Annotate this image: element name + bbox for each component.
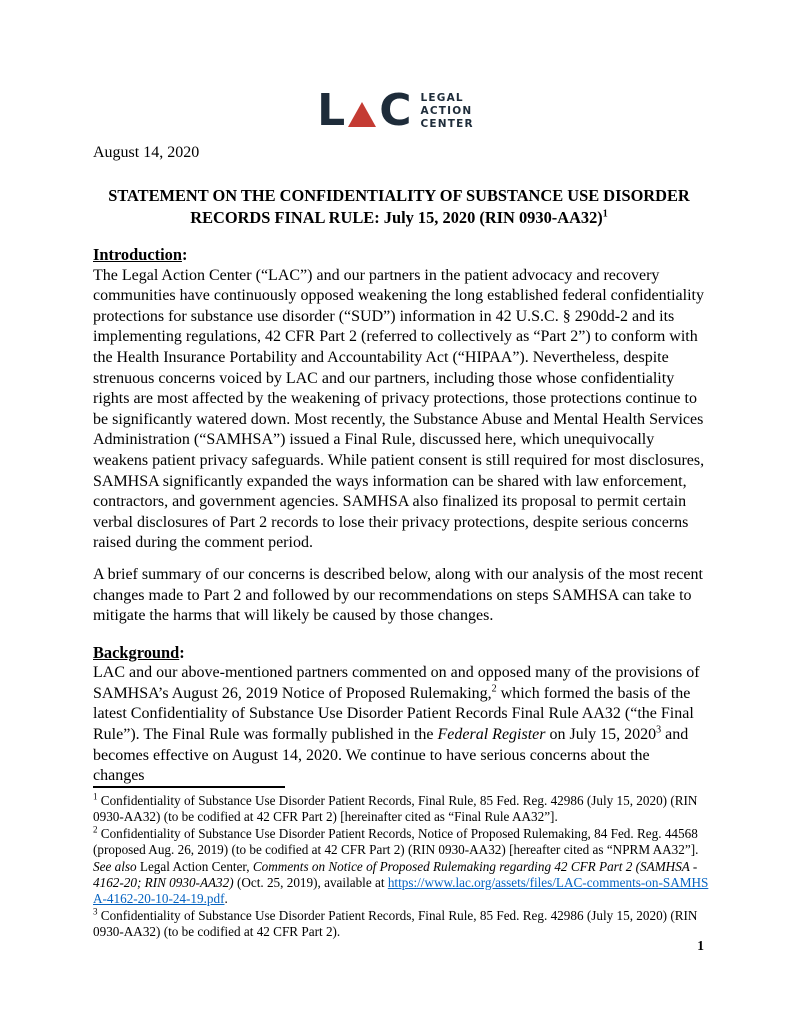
lac-comments-pdf-link[interactable]: https://www.lac.org/assets/files/LAC-comments-on-SAMHSA-4162-20-10-24-19.pdf (93, 875, 709, 907)
logo-letter-l: L (317, 85, 344, 136)
background-heading: Background: (93, 642, 185, 662)
federal-register-italic: Federal Register (437, 726, 546, 744)
footnote-separator-rule (93, 786, 285, 788)
title-footnote-ref: 1 (602, 208, 608, 220)
lac-logo (0, 85, 791, 136)
introduction-heading: Introduction: (93, 245, 188, 264)
summary-paragraph: A brief summary of our concerns is described below, along with our analysis of the most recent changes made to Part 2 and followed by our recommendations on steps SAMHSA can take to mitigate the harms that will likely be caused by those changes. (93, 565, 703, 625)
logo-word-center: CENTER (420, 117, 474, 130)
logo-triangle-a-icon (348, 102, 376, 127)
footnote-3-marker: 3 (93, 906, 98, 917)
introduction-paragraph: The Legal Action Center (“LAC”) and our partners in the patient advocacy and recovery communities have continuously opposed weakening the long established federal confidentiality protections for substance use disorder (“SUD”) information in 42 U.S.C. § 290dd-2 and its implementing regulations, 42 CFR Part 2 (referred to collectively as “Part 2”) to conform with the Health Insurance Portability and Accountability Act (“HIPAA”). Nevertheless, despite strenuous concerns voiced by LAC and our partners, including those whose confidentiality rights are most affected by the weakening of privacy protections, those protections continue to be significantly watered down. Most recently, the Substance Abuse and Mental Health Services Administration (“SAMHSA”) issued a Final Rule, discussed here, which unequivocally weakens patient privacy safeguards. While patient consent is still required for most disclosures, SAMHSA significantly expanded the ways information can be shared with law enforcement, contractors, and government agencies. SAMHSA also finalized its proposal to permit certain verbal disclosures of Part 2 records to lose their privacy protections, despite serious concerns raised during the comment period. (93, 266, 705, 552)
footnote-1: $^1$ Confidentiality of Substance Use Disorder Patient Records, Final Rule, 85 Fed. Reg. 42986 (July 15, 2020) (RIN 0930-AA32) (to be codified at 42 CFR Part 2) [hereinafter cited as “Final Rule AA32”]. (93, 791, 698, 825)
page-number: 1 (697, 938, 704, 953)
logo-letter-c: C (379, 85, 410, 136)
document-title (93, 185, 705, 229)
logo-word-action: ACTION (420, 104, 473, 117)
title-line-2: RECORDS FINAL RULE: July 15, 2020 (RIN 0930-AA32) (190, 208, 603, 227)
lac-logo-mark (317, 85, 410, 136)
footnote-2-marker: 2 (93, 824, 98, 835)
title-line-1: STATEMENT ON THE CONFIDENTIALITY OF SUBSTANCE USE DISORDER (108, 186, 690, 205)
footnote-3: $^3$ Confidentiality of Substance Use Disorder Patient Records, Final Rule, 85 Fed. Reg. 42986 (July 15, 2020) (RIN 0930-AA32) (to be codified at 42 CFR Part 2). (93, 906, 698, 940)
background-paragraph: LAC and our above-mentioned partners commented on and opposed many of the provisions of SAMHSA’s August 26, 2019 Notice of Proposed Rulemaking,$^2$ which formed the basis of the latest Confidentiality of Substance Use Disorder Patient Records Final Rule AA32 (“the Final Rule”). The Final Rule was formally published in the Federal Register on July 15, 2020$^3$ and becomes effective on August 14, 2020. We continue to have serious concerns about the changes (93, 664, 700, 785)
footnote-3-ref: 3 (656, 724, 662, 736)
footnote-1-marker: 1 (93, 791, 98, 802)
footnote-2-ref: 2 (491, 683, 497, 695)
document-date: August 14, 2020 (93, 144, 200, 161)
lac-logo-wordmark (421, 92, 474, 131)
document-body (0, 142, 791, 787)
footnotes-section (93, 786, 709, 941)
footnote-2: $^2$ Confidentiality of Substance Use Disorder Patient Records, Notice of Proposed Rulemaking, 84 Fed. Reg. 44568 (proposed Aug. 26, 2019) (to be codified at 42 CFR Part 2) (RIN 0930-AA32) [hereafter cited as “NPRM AA32”]. See also Legal Action Center, Comments on Notice of Proposed Rulemaking regarding 42 CFR Part 2 (SAMHSA - 4162-20; RIN 0930-AA32) (Oct. 25, 2019), available at https://www.lac.org/assets/files/LAC-comments-on-SAMHSA-4162-20-10-24-19.pdf. (93, 824, 709, 907)
logo-word-legal: LEGAL (420, 91, 464, 104)
